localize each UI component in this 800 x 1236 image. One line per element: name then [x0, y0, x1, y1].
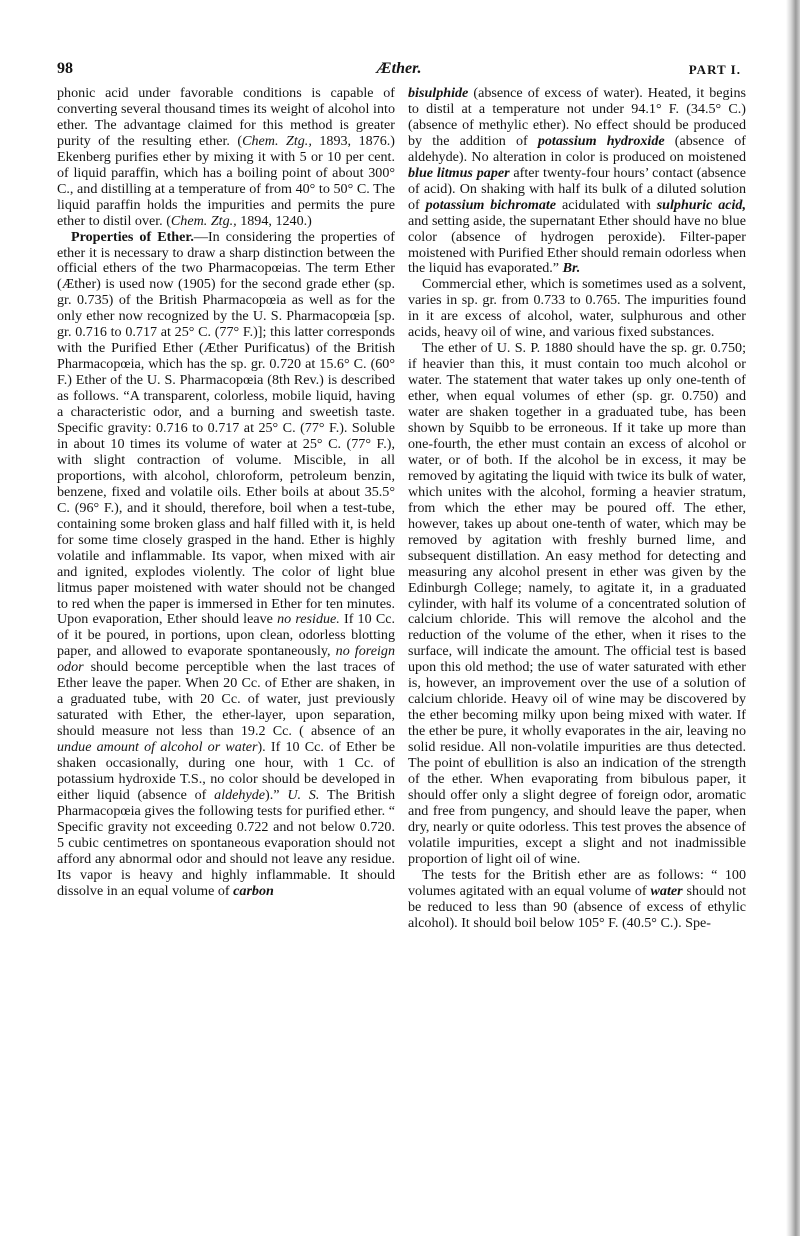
- paragraph-preparation: phonic acid under favorable conditions is capable of converting several thousand times its weight of alcohol into ether. The advantage claimed for this method is greater purity of the resulting ether. (Chem. Ztg., 1893, 1876.) Ekenberg purifies ether by mixing it with 5 or 10 per cent. of liquid paraffin, which has a boiling point of about 300° C., and distilling at a temperature of from 40° to 50° C. The liquid paraffin holds the impurities and permits the pure ether to distil over. (Chem. Ztg., 1894, 1240.): [57, 85, 395, 229]
- paragraph-british-ether-tests: The tests for the British ether are as follows: “ 100 volumes agitated with an equal volume of water should not be reduced to less than 90 (absence of excess of ethylic alcohol). It should boil below 105° F. (40.5° C.). Spe-: [408, 866, 746, 931]
- part-label: PART I.: [688, 62, 741, 77]
- paragraph-commercial-ether: Commercial ether, which is sometimes used as a solvent, varies in sp. gr. from 0.733 to 0.765. The impurities found in it are excess of alcohol, water, sulphurous and other acids, heavy oil of wine, and various fixed substances.: [408, 276, 746, 341]
- page-edge-shadow: [786, 0, 800, 1236]
- left-column: [57, 86, 395, 900]
- page-header: [57, 56, 741, 86]
- paragraph-usp-1880: The ether of U. S. P. 1880 should have the sp. gr. 0.750; if heavier than this, it must contain too much alcohol or water. The statement that water takes up only one-tenth of ether, when equal volumes of ether (sp. gr. 0.750) and water are shaken together in a graduated tube, has been shown by Squibb to be erroneous. If it take up more than one-fourth, the ether must contain an excess of alcohol or water, or of both. If the alcohol be in excess, it may be removed by agitating the liquid with twice its bulk of water, which unites with the alcohol, forming a heavier stratum, from which the ether may be poured off. The ether, however, takes up about one-tenth of water, which may be removed by agitation with freshly burned lime, and subsequent distillation. An easy method for detecting and measuring any alcohol present in ether was given by the Edinburgh College; namely, to agitate it, in a graduated cylinder, with half its volume of a concentrated solution of calcium chloride. This will remove the alcohol and the reduction of the volume of the ether, when it rises to the surface, will indicate the amount. The official test is based upon this old method; the use of water saturated with ether is, however, an improvement over the use of a solution of calcium chloride. Heavy oil of wine may be discovered by the ether becoming milky upon being mixed with water. If the ether be pure, it wholly evaporates in the air, leaving no solid residue. All non-volatile impurities are thus detected. The point of ebullition is also an indication of the strength of the ether. When evaporating from bibulous paper, it should offer only a slight degree of foreign odor, aromatic and free from pungency, and should leave the paper, when dry, nearly or quite odorless. This test proves the absence of volatile impurities, except a slight and not inadmissible proportion of light oil of wine.: [408, 340, 747, 867]
- paragraph-properties: Properties of Ether.—In considering the properties of ether it is necessary to draw a sharp distinction between the official ethers of the two Pharmacopœias. The term Ether (Æther) is used now (1905) for the second grade ether (sp. gr. 0.735) of the British Pharmacopœia as well as for the only ether now recognized by the U. S. Pharmacopœia [sp. gr. 0.716 to 0.717 at 25° C. (77° F.)]; this latter corresponds with the Purified Ether (Æther Purificatus) of the British Pharmacopœia, which has the sp. gr. 0.720 at 15.6° C. (60° F.) Ether of the U. S. Pharmacopœia (8th Rev.) is described as follows. “A transparent, colorless, mobile liquid, having a characteristic odor, and a burning and sweetish taste. Specific gravity: 0.716 to 0.717 at 25° C. (77° F.). Soluble in about 10 times its volume of water at 25° C. (77° F.), with slight contraction of volume. Miscible, in all proportions, with alcohol, chloroform, petroleum benzin, benzene, fixed and volatile oils. Ether boils at about 35.5° C. (96° F.), and it should, therefore, boil when a test-tube, containing some broken glass and half filled with it, is held for some time closely grasped in the hand. Ether is highly volatile and inflammable. Its vapor, when mixed with air and ignited, explodes violently. The color of light blue litmus paper moistened with water should not be changed to red when the paper is immersed in Ether for ten minutes. Upon evaporation, Ether should leave no residue. If 10 Cc. of it be poured, in portions, upon clean, odorless blotting paper, and allowed to evaporate spontaneously, no foreign odor should become perceptible when the last traces of Ether leave the paper. When 20 Cc. of Ether are shaken, in a graduated tube, with 20 Cc. of water, just previously saturated with Ether, the ether-layer, upon separation, should measure not less than 19.2 Cc. ( absence of an undue amount of alcohol or water). If 10 Cc. of Ether be shaken occasionally, during one hour, with 1 Cc. of potassium hydroxide T.S., no color should be developed in either liquid (absence of aldehyde).” U. S. The British Pharmacopœia gives the following tests for purified ether. “ Specific gravity not exceeding 0.722 and not below 0.720. 5 cubic centimetres on spontaneous evaporation should not afford any abnormal odor and should not leave any residue. Its vapor is heavy and highly inflammable. It should dissolve in an equal volume of carbon: [57, 228, 396, 899]
- running-title: Æther.: [376, 60, 422, 77]
- page-number: 98: [57, 60, 73, 77]
- right-column: [408, 86, 746, 932]
- section-heading: Properties of Ether.: [71, 228, 194, 245]
- paragraph-british-tests: bisulphide (absence of excess of water). Heated, it begins to distil at a temperature not under 94.1° F. (34.5° C.) (absence of methylic ether). No effect should be produced by the addition of potassium hydroxide (absence of aldehyde). No alteration in color is produced on moistened blue litmus paper after twenty-four hours’ contact (absence of acid). On shaking with half its bulk of a diluted solution of potassium bichromate acidulated with sulphuric acid, and setting aside, the supernatant Ether should have no blue color (absence of hydrogen peroxide). Filter-paper moistened with Purified Ether should remain odorless when the liquid has evaporated.” Br.: [408, 85, 746, 277]
